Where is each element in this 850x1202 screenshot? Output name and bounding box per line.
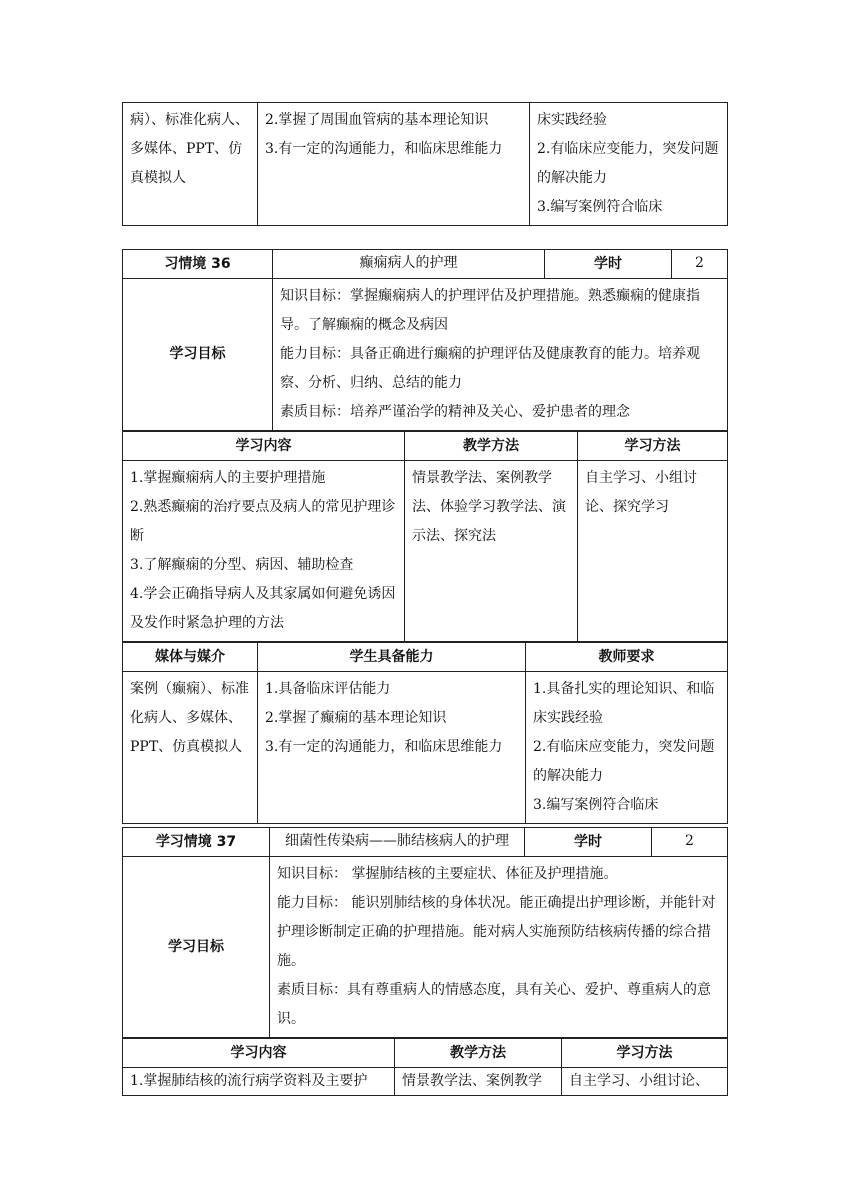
ability-header: 学生具备能力 bbox=[258, 643, 526, 672]
abilities-cell: 2.掌握了周围血管病的基本理论知识 3.有一定的沟通能力，和临床思维能力 bbox=[258, 103, 530, 226]
knowledge-goal: 知识目标：掌握癫痫病人的护理评估及护理措施。熟悉癫痫的健康指导。了解癫痫的概念及病因 bbox=[280, 288, 700, 333]
teaching-method-header: 教学方法 bbox=[405, 432, 578, 461]
situation-title: 细菌性传染病——肺结核病人的护理 bbox=[270, 828, 525, 857]
teaching-method-header: 教学方法 bbox=[395, 1039, 562, 1068]
hours-label: 学时 bbox=[525, 828, 652, 857]
teacher-header: 教师要求 bbox=[526, 643, 728, 672]
knowledge-goal: 知识目标： 掌握肺结核的主要症状、体征及护理措施。 bbox=[277, 866, 618, 882]
hours-label: 学时 bbox=[545, 250, 672, 279]
teacher-requirements-cell: 1.具备扎实的理论知识、和临床实践经验 2.有临床应变能力，突发问题的解决能力 3.编写案例符合临床 bbox=[526, 672, 728, 824]
quality-goal: 素质目标：培养严谨治学的精神及关心、爱护患者的理念 bbox=[280, 404, 630, 420]
situation-title: 癫痫病人的护理 bbox=[273, 250, 545, 279]
learning-method-cell: 自主学习、小组讨论、探究学习 bbox=[578, 461, 728, 642]
teaching-method-cell: 情景教学法、案例教学 bbox=[395, 1068, 562, 1096]
teacher-requirements-cell: 床实践经验 2.有临床应变能力，突发问题的解决能力 3.编写案例符合临床 bbox=[530, 103, 728, 226]
learning-method-header: 学习方法 bbox=[562, 1039, 728, 1068]
media-cell: 病）、标准化病人、多媒体、PPT、仿真模拟人 bbox=[123, 103, 258, 226]
goals-cell bbox=[270, 857, 728, 1038]
content-header: 学习内容 bbox=[123, 1039, 395, 1068]
learning-method-header: 学习方法 bbox=[578, 432, 728, 461]
situation-36-table bbox=[122, 249, 727, 824]
goals-label: 学习目标 bbox=[123, 857, 270, 1038]
s36-header-table bbox=[122, 249, 728, 431]
content-cell: 1.掌握肺结核的流行病学资料及主要护 bbox=[123, 1068, 395, 1096]
previous-situation-fragment bbox=[122, 102, 727, 226]
situation-label: 习情境 36 bbox=[123, 250, 273, 279]
learning-method-cell: 自主学习、小组讨论、 bbox=[562, 1068, 728, 1096]
abilities-cell: 1.具备临床评估能力 2.掌握了癫痫的基本理论知识 3.有一定的沟通能力，和临床思维能力 bbox=[258, 672, 526, 824]
ability-goal: 能力目标： 能识别肺结核的身体状况。能正确提出护理诊断，并能针对护理诊断制定正确的护理措施。能对病人实施预防结核病传播的综合措施。 bbox=[277, 895, 716, 969]
hours-value: 2 bbox=[672, 250, 728, 279]
fragment-table bbox=[122, 102, 728, 226]
content-cell: 1.掌握癫痫病人的主要护理措施 2.熟悉癫痫的治疗要点及病人的常见护理诊断 3.了解癫痫的分型、病因、辅助检查 4.学会正确指导病人及其家属如何避免诱因及发作时紧急护理的方法 bbox=[123, 461, 405, 642]
situation-37-table bbox=[122, 827, 727, 1096]
s37-content-table bbox=[122, 1038, 728, 1096]
hours-value: 2 bbox=[652, 828, 728, 857]
quality-goal: 素质目标：具有尊重病人的情感态度，具有关心、爱护、尊重病人的意识。 bbox=[277, 982, 711, 1027]
content-header: 学习内容 bbox=[123, 432, 405, 461]
situation-label: 学习情境 37 bbox=[123, 828, 270, 857]
media-cell: 案例（癫痫）、标准化病人、多媒体、PPT、仿真模拟人 bbox=[123, 672, 258, 824]
ability-goal: 能力目标：具备正确进行癫痫的护理评估及健康教育的能力。培养观察、分析、归纳、总结的能力 bbox=[280, 346, 700, 391]
goals-label: 学习目标 bbox=[123, 279, 273, 431]
media-header: 媒体与媒介 bbox=[123, 643, 258, 672]
s36-content-table bbox=[122, 431, 728, 642]
teaching-method-cell: 情景教学法、案例教学法、体验学习教学法、演示法、探究法 bbox=[405, 461, 578, 642]
goals-cell bbox=[273, 279, 728, 431]
s37-header-table bbox=[122, 827, 728, 1038]
s36-media-table bbox=[122, 642, 728, 824]
